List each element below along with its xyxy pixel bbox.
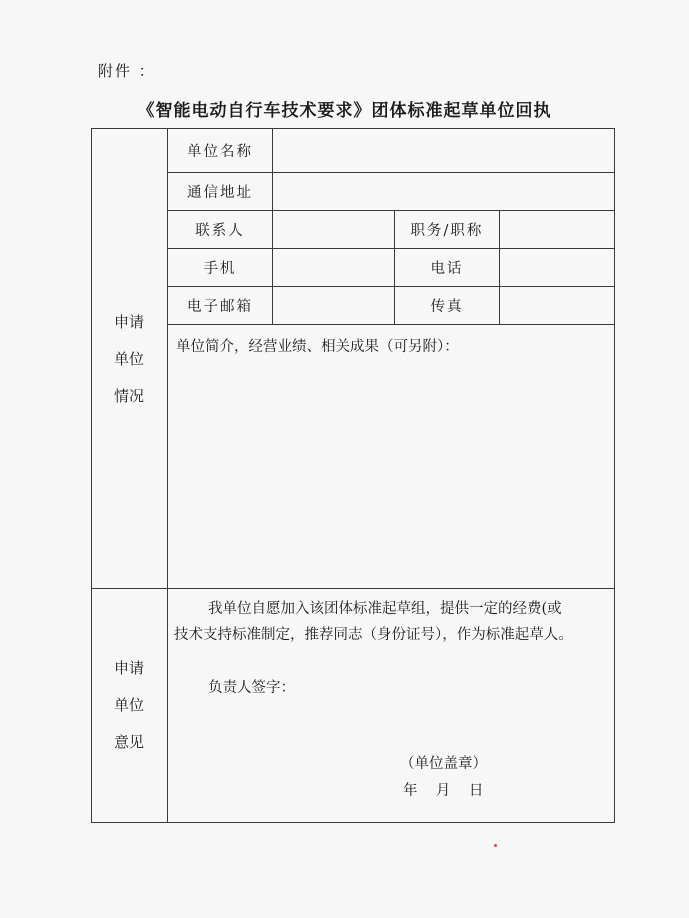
unit-name-field[interactable]: [273, 129, 614, 172]
seal-label: （单位盖章）: [400, 756, 487, 772]
ink-speck: [494, 844, 497, 847]
contact-field[interactable]: [273, 211, 394, 248]
section-label-line: 申请: [113, 659, 144, 677]
attachment-label: 附件 ：: [98, 62, 156, 80]
profile-label: 单位简介，经营业绩、相关成果（可另附）：: [176, 339, 459, 355]
statement-line: 我单位自愿加入该团体标准起草组，提供一定的经费(或: [208, 601, 562, 617]
table-bottom-border: [91, 822, 615, 823]
phone-label: 电话: [430, 261, 464, 277]
table-right-border: [614, 128, 615, 823]
signature-field[interactable]: [300, 670, 600, 698]
signature-label: 负责人签字：: [208, 680, 295, 696]
section-label-line: 情况: [113, 387, 144, 405]
section-label-line: 单位: [113, 696, 144, 714]
section-label-line: 申请: [113, 313, 144, 331]
profile-field[interactable]: [168, 360, 614, 587]
statement-line: 技术支持标准制定，推荐同志（身份证号），作为标准起草人。: [174, 627, 573, 643]
section-label-line: 意见: [113, 733, 144, 751]
phone-field[interactable]: [500, 249, 614, 286]
page-title: 《智能电动自行车技术要求》团体标准起草单位回执: [137, 101, 552, 121]
section-divider: [91, 588, 615, 589]
contact-label: 联系人: [195, 223, 245, 239]
address-field[interactable]: [273, 173, 614, 210]
address-label: 通信地址: [187, 185, 253, 201]
email-label: 电子邮箱: [187, 299, 253, 315]
position-label: 职务/职称: [410, 223, 484, 239]
row-divider: [167, 324, 615, 325]
table-left-border: [91, 128, 92, 823]
mobile-label: 手机: [203, 261, 237, 277]
section-label-line: 单位: [113, 350, 144, 368]
fax-field[interactable]: [500, 287, 614, 324]
position-field[interactable]: [500, 211, 614, 248]
fax-label: 传真: [430, 299, 464, 315]
mobile-field[interactable]: [273, 249, 394, 286]
date-label: 年 月 日: [403, 783, 484, 799]
unit-name-label: 单位名称: [187, 144, 253, 160]
email-field[interactable]: [273, 287, 394, 324]
